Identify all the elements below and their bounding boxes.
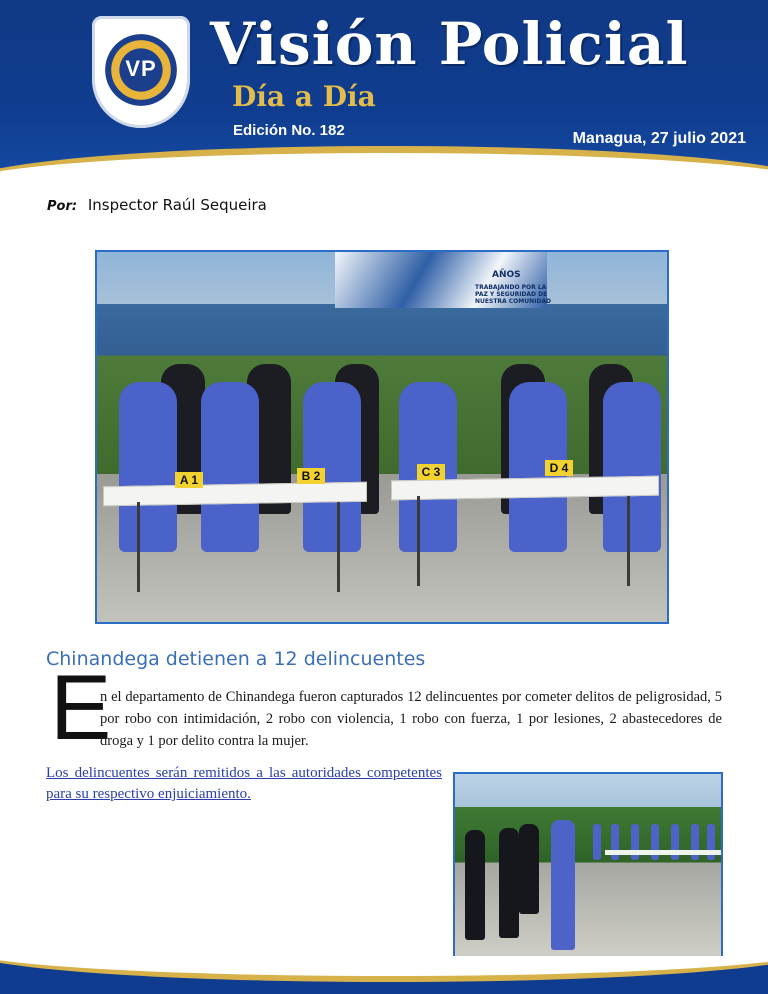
drop-cap: E bbox=[50, 657, 112, 759]
article-headline: Chinandega detienen a 12 delincuentes bbox=[46, 648, 426, 670]
detainee-figure bbox=[303, 382, 361, 552]
table-leg bbox=[337, 502, 340, 592]
officer-figure bbox=[465, 830, 485, 940]
secondary-photo bbox=[453, 772, 723, 960]
article-body: n el departamento de Chinandega fueron capturados 12 delincuentes por cometer delitos de peligrosidad, 5 por robo con intimidación, 2 robo con violencia, 1 robo con fuerza, 1 por lesiones, 2 abastecedores de droga y 1 por delito contra la mujer. bbox=[100, 689, 722, 749]
main-photo bbox=[95, 250, 669, 624]
table-leg bbox=[627, 496, 630, 586]
evidence-tag: B 2 bbox=[297, 468, 325, 484]
edition-number: Edición No. 182 bbox=[233, 122, 345, 139]
byline bbox=[47, 196, 267, 214]
detainee-figure bbox=[603, 382, 661, 552]
detainee-figure bbox=[201, 382, 259, 552]
footer-band bbox=[0, 956, 768, 994]
publication-title: Visión Policial bbox=[210, 10, 689, 78]
issue-date: Managua, 27 julio 2021 bbox=[572, 130, 746, 147]
logo-text: VP bbox=[125, 56, 157, 81]
article-note: Los delincuentes serán remitidos a las autoridades competentes para su respectivo enjuiciamiento. bbox=[46, 765, 442, 802]
masthead bbox=[0, 0, 768, 178]
footer-swoosh bbox=[0, 956, 768, 982]
detainee-figure bbox=[119, 382, 177, 552]
detainee-figure bbox=[593, 824, 601, 860]
detainee-figure bbox=[551, 820, 575, 950]
table-leg bbox=[137, 502, 140, 592]
banner-text: AÑOS bbox=[492, 270, 521, 280]
evidence-tag: C 3 bbox=[417, 464, 445, 480]
evidence-tag: D 4 bbox=[545, 460, 573, 476]
banner-subtext: TRABAJANDO POR LA PAZ Y SEGURIDAD DE NUESTRA COMUNIDAD bbox=[475, 284, 551, 305]
officer-figure bbox=[519, 824, 539, 914]
table-leg bbox=[417, 496, 420, 586]
byline-name: Inspector Raúl Sequeira bbox=[87, 196, 267, 214]
evidence-tag: A 1 bbox=[175, 472, 203, 488]
byline-label: Por: bbox=[47, 199, 78, 214]
vp-logo-icon bbox=[92, 16, 190, 128]
header-swoosh bbox=[0, 146, 768, 178]
display-table bbox=[605, 850, 721, 855]
officer-figure bbox=[499, 828, 519, 938]
publication-subtitle: Día a Día bbox=[232, 80, 376, 113]
